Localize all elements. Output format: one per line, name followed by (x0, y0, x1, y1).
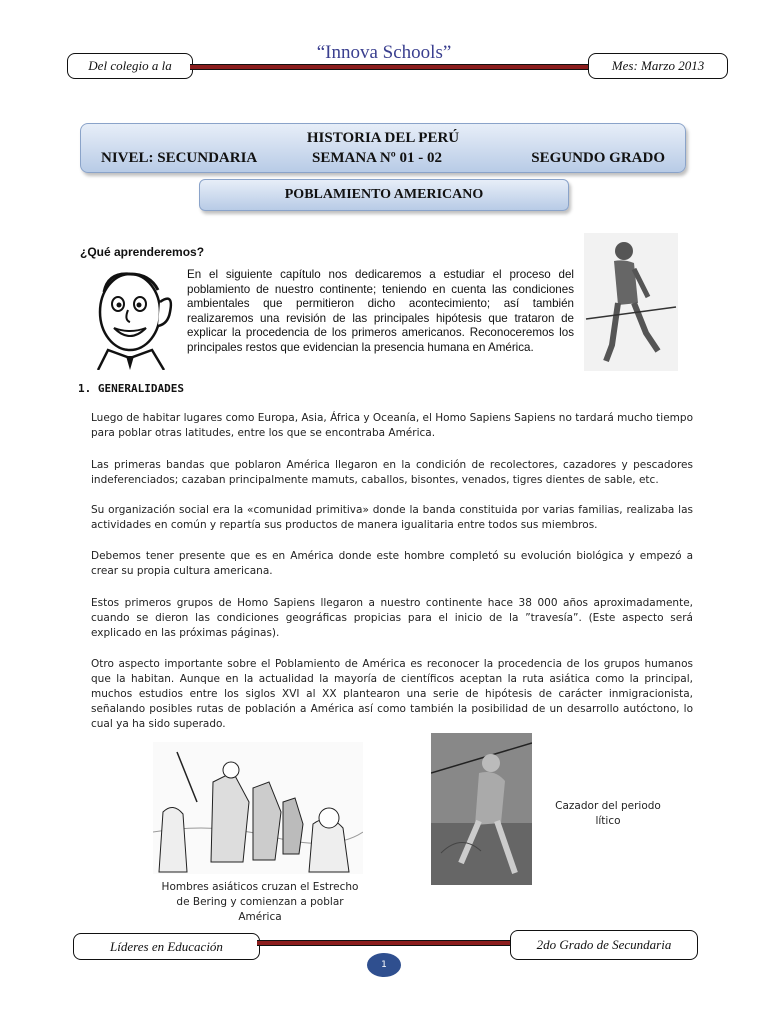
section-title: 1. GENERALIDADES (78, 382, 184, 395)
subject-banner (80, 123, 686, 173)
thinking-man-illustration (78, 262, 184, 370)
footer-divider (257, 940, 511, 946)
intro-heading: ¿Qué aprenderemos? (80, 245, 205, 259)
bering-caption: Hombres asiáticos cruzan el Estrecho de Bering y comienzan a poblar América (161, 881, 359, 923)
bering-crossing-illustration (153, 742, 363, 874)
paragraph: Su organización social era la «comunidad primitiva» donde la banda constituida por varias familias, realizaba las actividades en común y repartía sus productos de manera igualitaria entre todos sus miembros. (91, 504, 693, 531)
paragraph: Debemos tener presente que es en América donde este hombre completó su evolución biológica y empezó a crear su propia cultura americana. (91, 550, 693, 577)
header-left-pill: Del colegio a la (67, 53, 193, 79)
hunter-caption: Cazador del periodo lítico (555, 800, 661, 827)
level-label: NIVEL: SECUNDARIA (101, 150, 258, 166)
prehistoric-hunter-photo (584, 233, 678, 371)
week-label: SEMANA Nº 01 - 02 (312, 150, 442, 166)
paragraph: Luego de habitar lugares como Europa, Asia, África y Oceanía, el Homo Sapiens Sapiens no tardará mucho tiempo para poblar otras latitudes, entre los que se encontraba América. (91, 412, 693, 439)
paragraph: Otro aspecto importante sobre el Poblamiento de América es reconocer la procedencia de los grupos humanos que la habitan. Aunque en la actualidad la mayoría de científicos aceptan la ruta asiática como la principal, muchos estudios entre los siglos XVI al XX plantearon una serie de hipótesis de carácter inmigracionista, señalando posibles rutas de población a América así como también la posibilidad de un desarrollo autóctono, lo cual ya ha sido superado. (91, 658, 693, 730)
school-title: “Innova Schools” (316, 42, 452, 63)
subject-title: HISTORIA DEL PERÚ (306, 130, 460, 146)
header-right-pill: Mes: Marzo 2013 (588, 53, 728, 79)
lithic-hunter-illustration (431, 733, 532, 885)
intro-text: En el siguiente capítulo nos dedicaremos a estudiar el proceso del poblamiento de nuestro continente; teniendo en cuenta las condiciones ambientales que permitieron dicho acontecimiento; así también realizaremos una revisión de las principales hipótesis que trataron de explicar la procedencia de los primeros americanos. Reconoceremos los principales restos que evidencian la presencia humana en América. (187, 268, 574, 354)
topic-banner: POBLAMIENTO AMERICANO (199, 179, 569, 211)
paragraph: Las primeras bandas que poblaron América llegaron en la condición de recolectores, cazadores y pescadores indeferenciados; cazaban principalmente mamuts, caballos, bisontes, venados, tigres dientes de sable, etc. (91, 459, 693, 486)
footer-right-pill: 2do Grado de Secundaria (510, 930, 698, 960)
footer-left-pill: Líderes en Educación (73, 933, 260, 960)
header-divider (190, 64, 590, 70)
page-number: 1 (367, 953, 401, 977)
grade-label: SEGUNDO GRADO (531, 150, 665, 166)
paragraph: Estos primeros grupos de Homo Sapiens llegaron a nuestro continente hace 38 000 años aproximadamente, cuando se dieron las condiciones geográficas propicias para el inicio de la ”travesía”. (Este aspecto será explicado en las próximas páginas). (91, 597, 693, 639)
